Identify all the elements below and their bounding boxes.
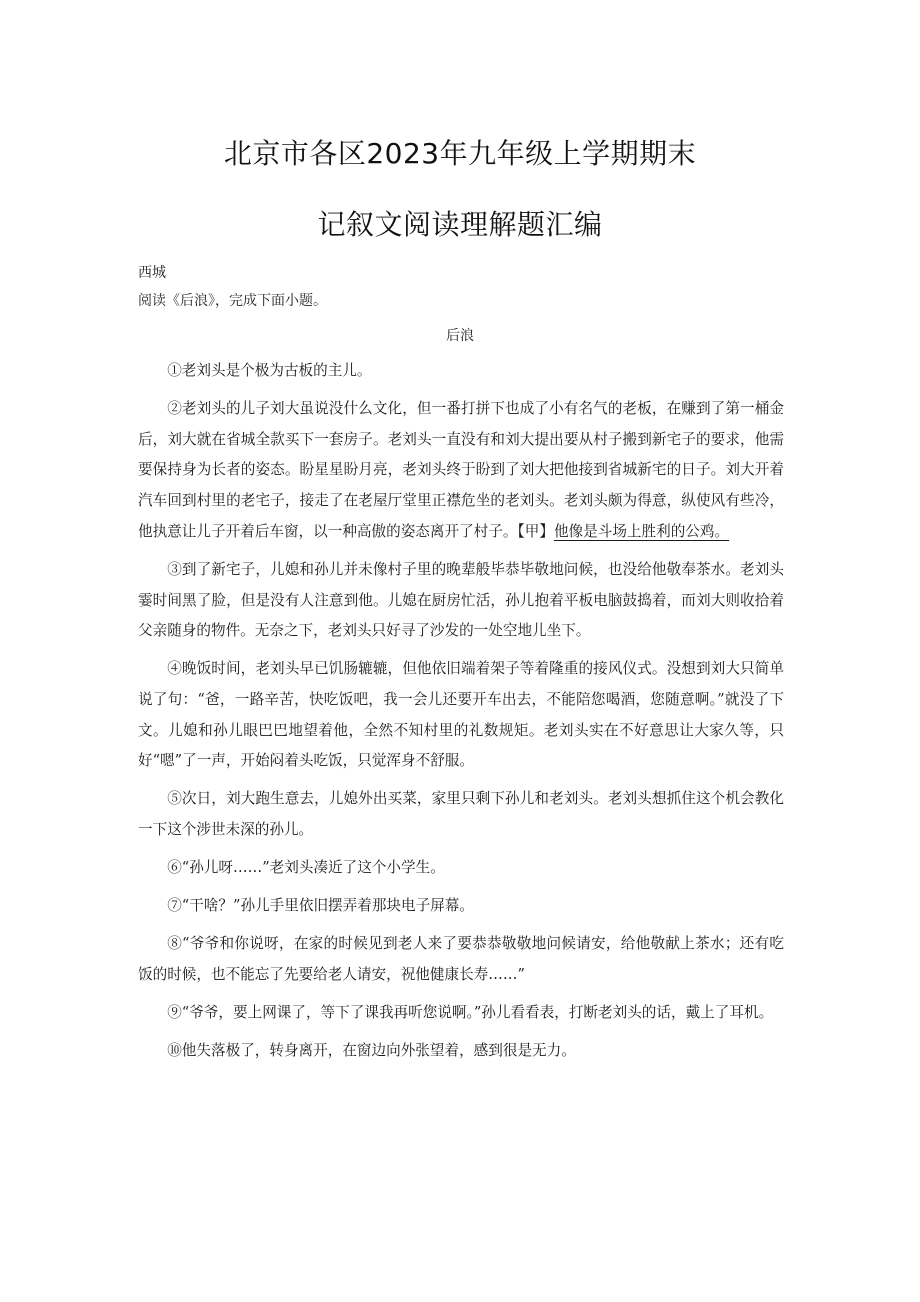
underlined-sentence: 他像是斗场上胜利的公鸡。	[553, 522, 730, 540]
document-subtitle: 记叙文阅读理解题汇编	[317, 208, 603, 241]
reading-instruction: 阅读《后浪》，完成下面小题。	[138, 293, 327, 309]
paragraph-2: ②老刘头的儿子刘大虽说没什么文化，但一番打拼下也成了小有名气的老板，在赚到了第一桶金后，刘大就在省城全款买下一套房子。老刘头一直没有和刘大提出要从村子搬到新宅子的要求，他需要保持身为长者的姿态。盼星星盼月亮，老刘头终于盼到了刘大把他接到省城新宅的日子。刘大开着汽车回到村里的老宅子，接走了在老屋厅堂里正襟危坐的老刘头。老刘头颇为得意，纵使风有些冷，他执意让儿子开着后车窗，以一种高傲的姿态离开了村子。【甲】他像是斗场上胜利的公鸡。	[138, 400, 784, 540]
district-label: 西城	[138, 265, 166, 281]
annotation-marker: 【甲】	[517, 522, 554, 540]
paragraph-10: ⑩他失落极了，转身离开，在窗边向外张望着，感到很是无力。	[167, 1041, 576, 1059]
paragraph-9: ⑨“爷爷，要上网课了，等下了课我再听您说啊。”孙儿看看表，打断老刘头的话，戴上了耳机。	[167, 1003, 774, 1021]
paragraph-7: ⑦“干啥？”孙儿手里依旧摆弄着那块电子屏幕。	[167, 897, 474, 915]
paragraph-3: ③到了新宅子，儿媳和孙儿并未像村子里的晚辈般毕恭毕敬地问候，也没给他敬奉茶水。老刘头霎时间黑了脸，但是没有人注意到他。儿媳在厨房忙活，孙儿抱着平板电脑鼓捣着，而刘大则收拾着父亲随身的物件。无奈之下，老刘头只好寻了沙发的一处空地儿坐下。	[138, 560, 784, 640]
paragraph-5: ⑤次日，刘大跑生意去，儿媳外出买菜，家里只剩下孙儿和老刘头。老刘头想抓住这个机会教化一下这个涉世未深的孙儿。	[138, 790, 784, 839]
paragraph-6: ⑥“孙儿呀……”老刘头凑近了这个小学生。	[167, 859, 445, 877]
paragraph-1: ①老刘头是个极为古板的主儿。	[167, 362, 372, 379]
story-title: 后浪	[446, 328, 474, 344]
paragraph-8: ⑧“爷爷和你说呀，在家的时候见到老人来了要恭恭敬敬地问候请安，给他敬献上茶水；还有吃饭的时候，也不能忘了先要给老人请安，祝他健康长寿……”	[138, 935, 784, 983]
document-title: 北京市各区2023年九年级上学期期末	[223, 137, 697, 170]
paragraph-4: ④晚饭时间，老刘头早已饥肠辘辘，但他依旧端着架子等着隆重的接风仪式。没想到刘大只简单说了句：“爸，一路辛苦，快吃饭吧，我一会儿还要开车出去，不能陪您喝酒，您随意啊。”就没了下文。儿媳和孙儿眼巴巴地望着他，全然不知村里的礼数规矩。老刘头实在不好意思让大家久等，只好“嗯”了一声，开始闷着头吃饭，只觉浑身不舒服。	[138, 660, 784, 770]
story-body	[138, 356, 784, 1074]
